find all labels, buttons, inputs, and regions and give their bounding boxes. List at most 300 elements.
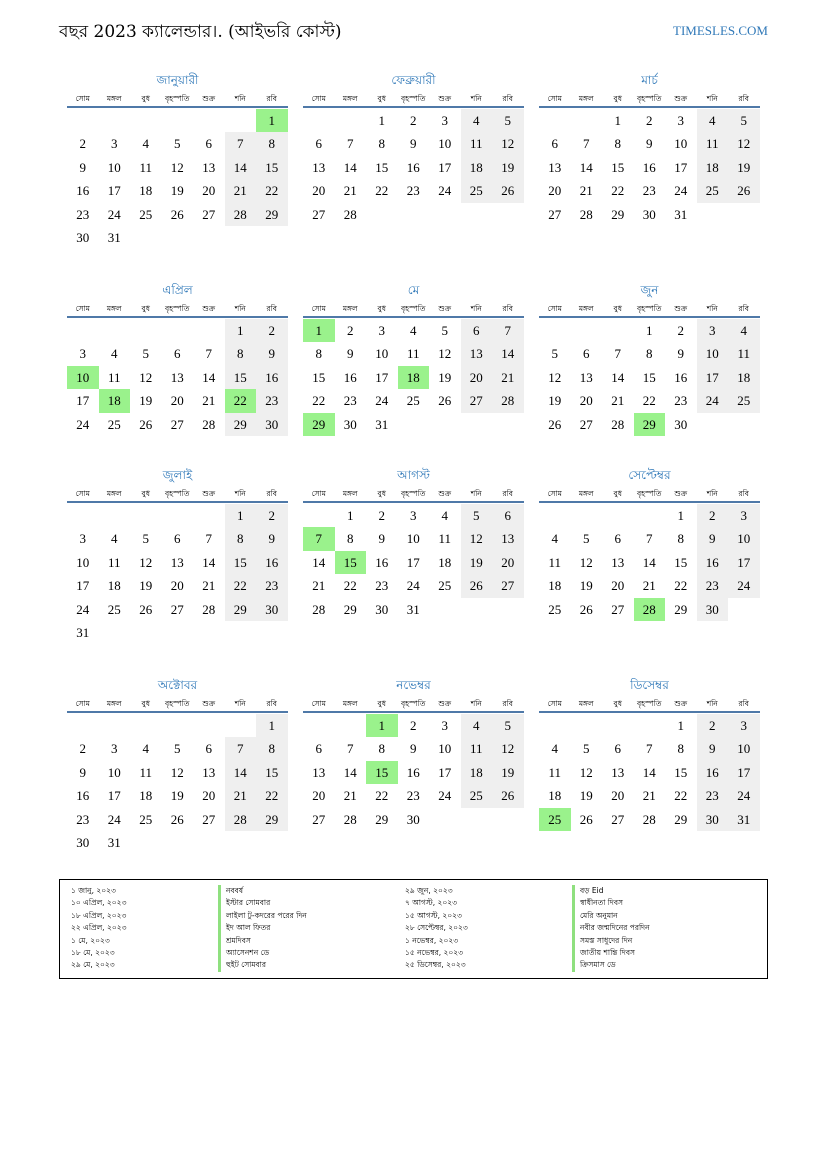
day-cell: 15 bbox=[674, 764, 688, 780]
weekday-label: মঙ্গল bbox=[578, 699, 594, 708]
day-cell: 15 bbox=[256, 761, 288, 785]
weekday-header bbox=[303, 300, 524, 318]
day-cell: 31 bbox=[76, 625, 90, 640]
day-cell: 27 bbox=[312, 206, 326, 222]
day-cell: 25 bbox=[461, 179, 493, 203]
holiday-name: ইদ আল ফিতর bbox=[218, 922, 307, 934]
day-cell: 7 bbox=[583, 136, 590, 151]
day-cell: 12 bbox=[139, 554, 153, 570]
empty-cell bbox=[162, 319, 194, 343]
day-cell: 24 bbox=[375, 393, 389, 408]
day-cell: 25 bbox=[107, 416, 121, 432]
day-cell: 26 bbox=[461, 574, 493, 598]
holiday-dates-column-1 bbox=[71, 885, 126, 972]
day-cell: 19 bbox=[438, 369, 452, 385]
holiday-date: ৭ আগস্ট, ২০২৩ bbox=[405, 898, 458, 908]
day-cell: 17 bbox=[438, 764, 452, 780]
day-cell: 29 bbox=[375, 811, 389, 827]
month-block bbox=[303, 465, 524, 621]
day-cell: 14 bbox=[642, 554, 656, 570]
day-cell: 12 bbox=[438, 346, 452, 361]
day-cell: 15 bbox=[611, 159, 625, 175]
weekday-header bbox=[539, 90, 760, 108]
day-cell: 16 bbox=[674, 369, 688, 385]
day-cell: 21 bbox=[343, 183, 357, 198]
day-cell: 6 bbox=[174, 346, 181, 361]
day-cell: 28 bbox=[202, 601, 216, 617]
day-grid bbox=[539, 504, 760, 622]
day-cell: 19 bbox=[461, 551, 493, 575]
day-cell: 23 bbox=[406, 183, 420, 198]
day-cell: 1 bbox=[677, 507, 684, 523]
weekday-label: বুধ bbox=[613, 489, 622, 498]
weekday-label: শুক্র bbox=[438, 94, 452, 103]
empty-cell bbox=[602, 504, 634, 528]
weekday-label: শনি bbox=[706, 94, 718, 103]
day-cell: 5 bbox=[174, 136, 181, 151]
holiday-date: ১৮ মে, ২০২৩ bbox=[71, 948, 115, 958]
weekday-header bbox=[303, 90, 524, 108]
day-cell: 28 bbox=[225, 808, 257, 832]
day-cell: 11 bbox=[139, 159, 153, 175]
day-cell: 27 bbox=[579, 416, 593, 432]
month-block bbox=[539, 70, 760, 226]
holiday-day-cell: 15 bbox=[366, 761, 398, 785]
day-cell: 18 bbox=[139, 183, 153, 198]
day-cell: 14 bbox=[225, 761, 257, 785]
day-cell: 21 bbox=[579, 183, 593, 198]
holiday-day-cell: 1 bbox=[366, 714, 398, 738]
weekday-label: শনি bbox=[470, 304, 482, 313]
weekday-header bbox=[303, 695, 524, 713]
day-cell: 19 bbox=[492, 156, 524, 180]
weekday-label: বুধ bbox=[613, 94, 622, 103]
day-cell: 27 bbox=[170, 416, 184, 432]
weekday-label: শনি bbox=[706, 699, 718, 708]
day-cell: 4 bbox=[142, 136, 149, 151]
holiday-day-cell: 22 bbox=[225, 389, 257, 413]
day-cell: 27 bbox=[170, 601, 184, 617]
day-cell: 13 bbox=[170, 554, 184, 570]
weekday-label: বৃহস্পতি bbox=[165, 94, 190, 103]
empty-cell bbox=[571, 319, 603, 343]
day-cell: 28 bbox=[202, 416, 216, 432]
holiday-date: ২৯ মে, ২০২৩ bbox=[71, 960, 115, 970]
day-cell: 22 bbox=[674, 578, 688, 593]
day-cell: 24 bbox=[728, 574, 760, 598]
day-cell: 18 bbox=[728, 366, 760, 390]
day-cell: 13 bbox=[611, 554, 625, 570]
day-cell: 3 bbox=[79, 531, 86, 546]
day-cell: 28 bbox=[343, 206, 357, 222]
empty-cell bbox=[539, 504, 571, 528]
day-cell: 14 bbox=[343, 159, 357, 175]
day-cell: 9 bbox=[79, 764, 86, 780]
day-cell: 27 bbox=[312, 811, 326, 827]
weekday-label: বুধ bbox=[377, 304, 386, 313]
empty-cell bbox=[571, 504, 603, 528]
day-cell: 19 bbox=[139, 393, 153, 408]
weekday-label: সোম bbox=[311, 94, 326, 103]
day-cell: 18 bbox=[461, 156, 493, 180]
empty-cell bbox=[99, 504, 131, 528]
weekday-header bbox=[303, 485, 524, 503]
holiday-names-column-1 bbox=[218, 885, 307, 972]
weekday-label: সোম bbox=[75, 489, 90, 498]
day-cell: 23 bbox=[642, 183, 656, 198]
holiday-day-cell: 1 bbox=[303, 319, 335, 343]
weekday-label: বুধ bbox=[377, 94, 386, 103]
day-cell: 8 bbox=[614, 136, 621, 151]
day-cell: 16 bbox=[697, 761, 729, 785]
holiday-date: ১৫ নভেম্বর, ২০২৩ bbox=[405, 948, 464, 958]
day-cell: 4 bbox=[461, 714, 493, 738]
day-grid bbox=[67, 109, 288, 250]
day-cell: 3 bbox=[111, 741, 118, 756]
weekday-label: শুক্র bbox=[438, 304, 452, 313]
day-cell: 21 bbox=[312, 578, 326, 593]
day-cell: 31 bbox=[728, 808, 760, 832]
day-cell: 25 bbox=[697, 179, 729, 203]
day-cell: 23 bbox=[256, 574, 288, 598]
empty-cell bbox=[571, 714, 603, 738]
holiday-day-cell: 1 bbox=[256, 109, 288, 133]
weekday-label: বৃহস্পতি bbox=[637, 699, 662, 708]
day-cell: 22 bbox=[225, 574, 257, 598]
day-cell: 16 bbox=[76, 183, 90, 198]
weekday-label: বৃহস্পতি bbox=[401, 94, 426, 103]
weekday-label: শনি bbox=[234, 699, 246, 708]
day-cell: 17 bbox=[107, 183, 121, 198]
day-cell: 5 bbox=[583, 531, 590, 546]
day-cell: 26 bbox=[492, 179, 524, 203]
month-block bbox=[303, 280, 524, 436]
day-cell: 22 bbox=[642, 393, 656, 408]
day-cell: 7 bbox=[347, 136, 354, 151]
weekday-label: শনি bbox=[470, 489, 482, 498]
day-cell: 9 bbox=[410, 136, 417, 151]
day-cell: 29 bbox=[256, 808, 288, 832]
day-cell: 14 bbox=[611, 369, 625, 385]
empty-cell bbox=[539, 714, 571, 738]
day-cell: 23 bbox=[76, 206, 90, 222]
holiday-name: স্বাধীনতা দিবস bbox=[572, 897, 650, 909]
day-cell: 30 bbox=[343, 416, 357, 432]
day-cell: 13 bbox=[312, 764, 326, 780]
day-cell: 29 bbox=[674, 601, 688, 617]
day-cell: 5 bbox=[142, 346, 149, 361]
day-cell: 6 bbox=[551, 136, 558, 151]
day-cell: 15 bbox=[256, 156, 288, 180]
holiday-day-cell: 28 bbox=[634, 598, 666, 622]
day-cell: 29 bbox=[256, 203, 288, 227]
day-cell: 17 bbox=[438, 159, 452, 175]
day-cell: 10 bbox=[728, 527, 760, 551]
weekday-header bbox=[67, 485, 288, 503]
day-cell: 7 bbox=[492, 319, 524, 343]
day-cell: 26 bbox=[548, 416, 562, 432]
day-cell: 8 bbox=[347, 531, 354, 546]
day-cell: 4 bbox=[441, 507, 448, 523]
day-cell: 10 bbox=[107, 159, 121, 175]
day-cell: 25 bbox=[438, 578, 452, 593]
day-cell: 4 bbox=[697, 109, 729, 133]
day-cell: 21 bbox=[642, 578, 656, 593]
day-cell: 13 bbox=[170, 369, 184, 385]
day-cell: 2 bbox=[79, 741, 86, 756]
day-cell: 10 bbox=[438, 136, 452, 151]
empty-cell bbox=[193, 714, 225, 738]
day-cell: 20 bbox=[202, 183, 216, 198]
day-grid bbox=[303, 504, 524, 622]
day-cell: 12 bbox=[548, 369, 562, 385]
empty-cell bbox=[193, 109, 225, 133]
day-cell: 31 bbox=[107, 835, 121, 850]
holiday-day-cell: 7 bbox=[303, 527, 335, 551]
day-grid bbox=[67, 504, 288, 645]
day-cell: 30 bbox=[76, 230, 90, 245]
day-cell: 29 bbox=[611, 206, 625, 222]
day-cell: 10 bbox=[697, 342, 729, 366]
day-cell: 22 bbox=[611, 183, 625, 198]
day-cell: 21 bbox=[642, 788, 656, 803]
empty-cell bbox=[67, 109, 99, 133]
day-cell: 17 bbox=[728, 761, 760, 785]
weekday-label: সোম bbox=[75, 304, 90, 313]
holiday-date: ২৯ জুন, ২০২৩ bbox=[405, 886, 453, 895]
day-cell: 16 bbox=[256, 551, 288, 575]
month-block bbox=[539, 280, 760, 436]
month-block bbox=[303, 675, 524, 831]
empty-cell bbox=[130, 109, 162, 133]
day-cell: 16 bbox=[343, 369, 357, 385]
day-cell: 22 bbox=[343, 578, 357, 593]
day-cell: 8 bbox=[646, 346, 653, 361]
holiday-day-cell: 29 bbox=[634, 413, 666, 437]
day-cell: 11 bbox=[728, 342, 760, 366]
weekday-label: মঙ্গল bbox=[106, 489, 122, 498]
holiday-name: নবীর জন্মদিনের পরদিন bbox=[572, 922, 650, 934]
weekday-label: শনি bbox=[706, 304, 718, 313]
day-cell: 14 bbox=[202, 369, 216, 385]
day-grid bbox=[539, 319, 760, 437]
empty-cell bbox=[130, 319, 162, 343]
day-cell: 21 bbox=[225, 179, 257, 203]
day-cell: 21 bbox=[225, 784, 257, 808]
day-cell: 25 bbox=[548, 601, 562, 617]
day-cell: 9 bbox=[378, 531, 385, 546]
weekday-label: বৃহস্পতি bbox=[165, 489, 190, 498]
month-name: ডিসেম্বর bbox=[630, 678, 669, 692]
day-cell: 17 bbox=[375, 369, 389, 385]
day-cell: 16 bbox=[375, 554, 389, 570]
holiday-date: ২৮ সেপ্টেম্বর, ২০২৩ bbox=[405, 923, 468, 933]
weekday-label: রবি bbox=[266, 304, 277, 313]
day-cell: 31 bbox=[107, 230, 121, 245]
day-cell: 20 bbox=[461, 366, 493, 390]
holiday-date: ১৮ এপ্রিল, ২০২৩ bbox=[71, 910, 127, 920]
weekday-label: রবি bbox=[738, 304, 749, 313]
weekday-label: সোম bbox=[311, 304, 326, 313]
day-cell: 1 bbox=[347, 507, 354, 523]
day-cell: 15 bbox=[642, 369, 656, 385]
day-cell: 27 bbox=[492, 574, 524, 598]
empty-cell bbox=[335, 714, 367, 738]
day-cell: 7 bbox=[205, 346, 212, 361]
weekday-header bbox=[67, 695, 288, 713]
month-name: ফেব্রুয়ারী bbox=[391, 73, 436, 87]
weekday-label: সোম bbox=[75, 699, 90, 708]
holiday-name: হুইট সোমবার bbox=[218, 959, 307, 971]
empty-cell bbox=[67, 319, 99, 343]
day-cell: 11 bbox=[548, 554, 562, 570]
day-cell: 4 bbox=[551, 531, 558, 546]
day-cell: 13 bbox=[202, 764, 216, 780]
holiday-name: বড় Eid bbox=[572, 885, 650, 897]
day-cell: 8 bbox=[256, 737, 288, 761]
day-cell: 1 bbox=[646, 322, 653, 338]
holiday-name: ক্রিসমাস ডে bbox=[572, 959, 650, 971]
day-cell: 20 bbox=[611, 788, 625, 803]
day-cell: 30 bbox=[76, 835, 90, 850]
day-cell: 28 bbox=[642, 811, 656, 827]
day-cell: 2 bbox=[79, 136, 86, 151]
day-grid bbox=[539, 714, 760, 832]
weekday-label: বৃহস্পতি bbox=[637, 489, 662, 498]
day-cell: 17 bbox=[76, 578, 90, 593]
day-cell: 12 bbox=[579, 554, 593, 570]
day-cell: 6 bbox=[205, 136, 212, 151]
day-cell: 29 bbox=[674, 811, 688, 827]
day-cell: 8 bbox=[378, 136, 385, 151]
day-cell: 3 bbox=[111, 136, 118, 151]
day-cell: 24 bbox=[76, 416, 90, 432]
month-block bbox=[67, 675, 288, 855]
weekday-label: বৃহস্পতি bbox=[401, 304, 426, 313]
day-cell: 11 bbox=[548, 764, 562, 780]
weekday-label: রবি bbox=[266, 94, 277, 103]
day-cell: 4 bbox=[728, 319, 760, 343]
weekday-label: বুধ bbox=[377, 699, 386, 708]
holiday-name: শ্রমদিবস bbox=[218, 935, 307, 947]
day-cell: 24 bbox=[76, 601, 90, 617]
day-cell: 18 bbox=[548, 578, 562, 593]
day-cell: 7 bbox=[646, 531, 653, 546]
day-cell: 29 bbox=[225, 413, 257, 437]
weekday-label: সোম bbox=[547, 94, 562, 103]
month-block bbox=[539, 465, 760, 621]
day-cell: 13 bbox=[461, 342, 493, 366]
day-cell: 26 bbox=[139, 416, 153, 432]
empty-cell bbox=[303, 504, 335, 528]
day-cell: 2 bbox=[697, 504, 729, 528]
day-cell: 19 bbox=[579, 788, 593, 803]
holiday-dates-column-2 bbox=[405, 885, 468, 972]
weekday-label: মঙ্গল bbox=[578, 489, 594, 498]
day-cell: 7 bbox=[646, 741, 653, 756]
site-link[interactable]: TIMESLES.COM bbox=[673, 23, 768, 38]
day-cell: 7 bbox=[225, 737, 257, 761]
day-cell: 24 bbox=[438, 183, 452, 198]
day-grid bbox=[303, 109, 524, 227]
holiday-name: জাতীয় শান্তি দিবস bbox=[572, 947, 650, 959]
day-grid bbox=[303, 714, 524, 832]
empty-cell bbox=[602, 714, 634, 738]
weekday-label: শনি bbox=[470, 699, 482, 708]
day-cell: 6 bbox=[461, 319, 493, 343]
day-cell: 9 bbox=[79, 159, 86, 175]
holiday-day-cell: 18 bbox=[398, 366, 430, 390]
day-cell: 20 bbox=[312, 788, 326, 803]
weekday-label: মঙ্গল bbox=[106, 94, 122, 103]
day-cell: 28 bbox=[611, 416, 625, 432]
empty-cell bbox=[193, 504, 225, 528]
day-cell: 11 bbox=[461, 132, 493, 156]
day-cell: 9 bbox=[256, 342, 288, 366]
day-cell: 5 bbox=[461, 504, 493, 528]
month-block bbox=[67, 465, 288, 645]
day-cell: 16 bbox=[406, 159, 420, 175]
empty-cell bbox=[99, 714, 131, 738]
day-cell: 17 bbox=[107, 788, 121, 803]
day-cell: 27 bbox=[611, 601, 625, 617]
day-cell: 9 bbox=[677, 346, 684, 361]
empty-cell bbox=[539, 319, 571, 343]
day-cell: 2 bbox=[677, 322, 684, 338]
day-cell: 11 bbox=[107, 369, 121, 385]
empty-cell bbox=[130, 504, 162, 528]
weekday-label: সোম bbox=[311, 489, 326, 498]
day-cell: 2 bbox=[410, 717, 417, 733]
day-cell: 14 bbox=[225, 156, 257, 180]
day-cell: 9 bbox=[410, 741, 417, 756]
day-cell: 4 bbox=[111, 346, 118, 361]
holiday-date: ১০ এপ্রিল, ২০২৩ bbox=[71, 898, 127, 908]
holiday-list bbox=[59, 879, 768, 979]
day-cell: 20 bbox=[170, 393, 184, 408]
day-cell: 11 bbox=[697, 132, 729, 156]
day-cell: 4 bbox=[461, 109, 493, 133]
day-cell: 3 bbox=[677, 112, 684, 128]
day-cell: 19 bbox=[170, 788, 184, 803]
day-cell: 23 bbox=[697, 574, 729, 598]
holiday-day-cell: 29 bbox=[303, 413, 335, 437]
day-cell: 8 bbox=[225, 527, 257, 551]
day-cell: 1 bbox=[225, 504, 257, 528]
day-cell: 1 bbox=[677, 717, 684, 733]
day-cell: 23 bbox=[406, 788, 420, 803]
empty-cell bbox=[335, 109, 367, 133]
empty-cell bbox=[99, 319, 131, 343]
day-cell: 13 bbox=[611, 764, 625, 780]
weekday-header bbox=[67, 300, 288, 318]
day-cell: 10 bbox=[406, 531, 420, 546]
day-cell: 17 bbox=[728, 551, 760, 575]
weekday-label: শুক্র bbox=[202, 699, 216, 708]
day-cell: 23 bbox=[375, 578, 389, 593]
day-cell: 19 bbox=[170, 183, 184, 198]
day-cell: 12 bbox=[170, 764, 184, 780]
weekday-label: মঙ্গল bbox=[342, 489, 358, 498]
day-cell: 5 bbox=[583, 741, 590, 756]
empty-cell bbox=[602, 319, 634, 343]
day-cell: 28 bbox=[312, 601, 326, 617]
holiday-name: অ্যাসেনশন ডে bbox=[218, 947, 307, 959]
weekday-label: সোম bbox=[547, 304, 562, 313]
day-cell: 17 bbox=[76, 393, 90, 408]
day-cell: 5 bbox=[174, 741, 181, 756]
day-cell: 18 bbox=[548, 788, 562, 803]
